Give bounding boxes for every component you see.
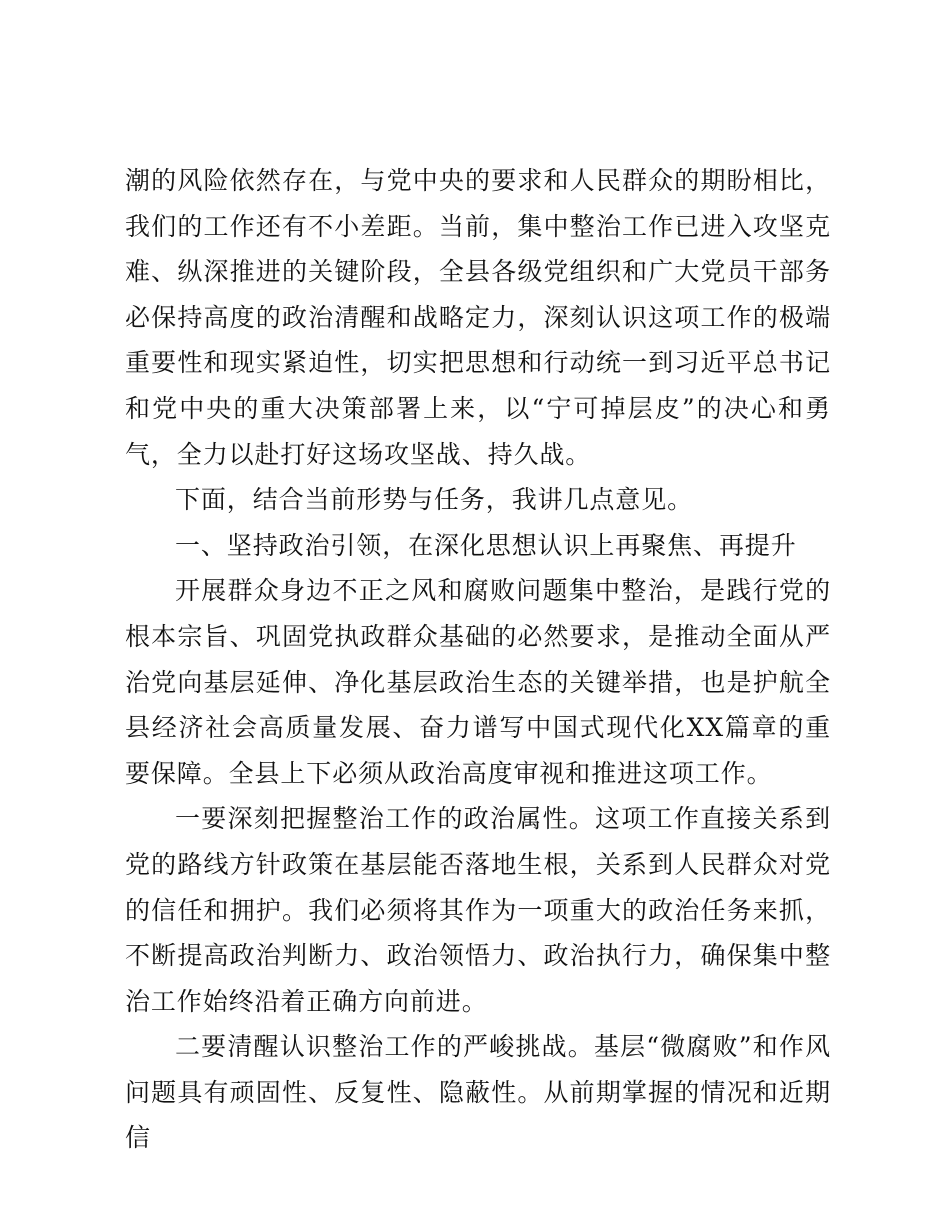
paragraph-point-1: 一要深刻把握整治工作的政治属性。这项工作直接关系到党的路线方针政策在基层能否落地生根，关系到人民群众对党的信任和拥护。我们必须将其作为一项重大的政治任务来抓，不断提高政治判断力、政治领悟力、政治执行力，确保集中整治工作始终沿着正确方向前进。 [125, 804, 831, 1016]
paragraph-intro: 下面，结合当前形势与任务，我讲几点意见。 [175, 485, 694, 515]
section-heading-1: 一、坚持政治引领，在深化思想认识上再聚焦、再提升 [175, 530, 797, 560]
paragraph-section-1-body: 开展群众身边不正之风和腐败问题集中整治，是践行党的根本宗旨、巩固党执政群众基础的必然要求，是推动全面从严治党向基层延伸、净化基层政治生态的关键举措，也是护航全县经济社会高质量发展、奋力谱写中国式现代化XX篇章的重要保障。全县上下必须从政治高度审视和推进这项工作。 [125, 576, 831, 788]
paragraph-continuation: 潮的风险依然存在，与党中央的要求和人民群众的期盼相比，我们的工作还有不小差距。当前，集中整治工作已进入攻坚克难、纵深推进的关键阶段，全县各级党组织和广大党员干部务必保持高度的政治清醒和战略定力，深刻认识这项工作的极端重要性和现实紧迫性，切实把思想和行动统一到习近平总书记和党中央的重大决策部署上来，以“宁可掉层皮”的决心和勇气，全力以赴打好这场攻坚战、持久战。 [125, 166, 831, 469]
document-body [125, 158, 831, 1161]
paragraph-point-2: 二要清醒认识整治工作的严峻挑战。基层“微腐败”和作风问题具有顽固性、反复性、隐蔽性。从前期掌握的情况和近期信 [125, 1032, 831, 1153]
